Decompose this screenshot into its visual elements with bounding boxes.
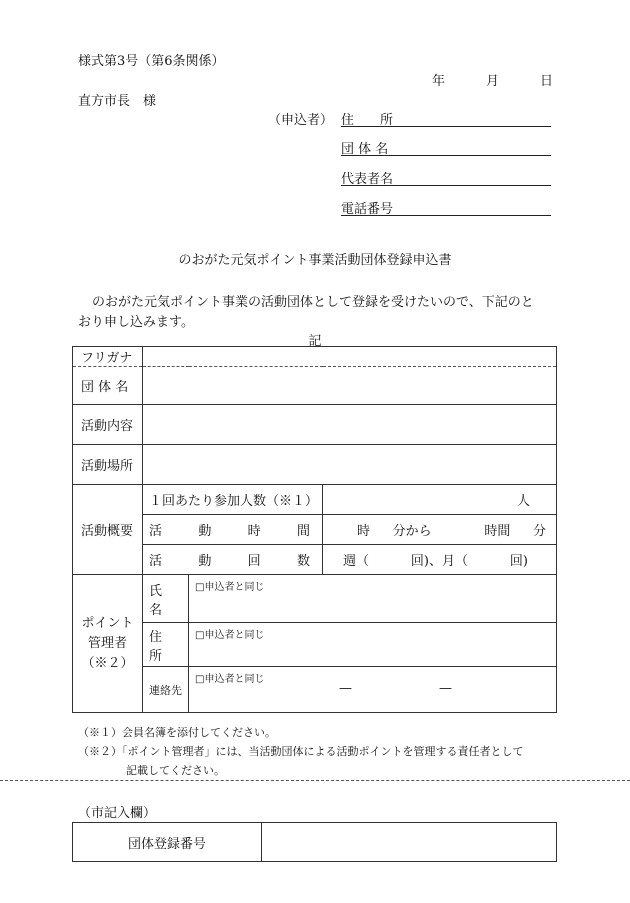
- time-hours-label: 時間: [484, 524, 511, 539]
- activity-overview-label: 活動概要: [73, 485, 143, 575]
- furigana-input[interactable]: [143, 347, 557, 367]
- activity-place-input[interactable]: [143, 445, 557, 485]
- representative-field[interactable]: [341, 167, 551, 186]
- activity-place-label: 活動場所: [73, 445, 143, 485]
- registration-number-input[interactable]: [262, 823, 557, 862]
- group-name-field[interactable]: [341, 137, 551, 156]
- activity-content-label: 活動内容: [73, 405, 143, 445]
- count-week-label: 週（: [343, 554, 370, 569]
- count-char-4: 数: [296, 554, 310, 569]
- manager-address-input[interactable]: [189, 623, 557, 667]
- registration-table: [72, 346, 557, 713]
- body-text-line1: のおがた元気ポイント事業の活動団体として登録を受けたいので、下記のと: [92, 295, 534, 310]
- time-char-1: 活: [149, 524, 163, 539]
- manager-address-label: 住 所: [143, 623, 189, 667]
- time-char-3: 時: [247, 524, 261, 539]
- manager-name-same-checkbox[interactable]: □申込者と同じ: [195, 582, 265, 593]
- cut-line: [0, 780, 630, 781]
- ki-label: 記: [308, 334, 322, 349]
- time-char-4: 間: [296, 524, 310, 539]
- date-day-label: 日: [540, 74, 554, 89]
- manager-name-label: 氏 名: [143, 575, 189, 623]
- applicant-label: （申込者）: [268, 113, 334, 128]
- count-char-2: 動: [198, 554, 212, 569]
- activity-time-label: [143, 515, 323, 545]
- city-section-label: （市記入欄）: [78, 806, 157, 821]
- activity-content-input[interactable]: [143, 405, 557, 445]
- manager-contact-label: 連絡先: [143, 667, 189, 713]
- note-2: （※２）「ポイント管理者」には、当活動団体による活動ポイントを管理する責任者として: [78, 745, 524, 758]
- city-registration-table: [72, 822, 557, 862]
- manager-contact-input[interactable]: [189, 667, 557, 713]
- phone-field[interactable]: [341, 197, 551, 216]
- time-hour-label: 時: [357, 524, 371, 539]
- body-text-line2: おり申し込みます。: [78, 315, 194, 330]
- group-name-label: 団 体 名: [341, 142, 389, 157]
- note-2-cont: 記載してください。: [126, 764, 225, 777]
- address-field[interactable]: [341, 108, 551, 127]
- count-end-label: 回): [509, 554, 528, 569]
- count-month-label: 回)、月（: [410, 554, 468, 569]
- addressee: 直方市長 様: [78, 94, 157, 109]
- participants-input[interactable]: [323, 485, 557, 515]
- point-manager-label: [73, 575, 143, 713]
- manager-address-same-checkbox[interactable]: □申込者と同じ: [195, 630, 265, 641]
- point-manager-line2: 管理者: [87, 635, 127, 651]
- furigana-label: フリガナ: [73, 347, 143, 367]
- participants-label: １回あたり参加人数（※１）: [143, 485, 323, 515]
- group-name-row-label: 団 体 名: [73, 367, 143, 405]
- representative-label: 代表者名: [341, 172, 394, 187]
- time-char-2: 動: [198, 524, 212, 539]
- address-label: 住 所: [341, 113, 394, 128]
- point-manager-line3: （※２）: [81, 655, 134, 671]
- document-title: のおがた元気ポイント事業活動団体登録申込書: [178, 253, 452, 268]
- manager-contact-same-checkbox[interactable]: □申込者と同じ: [195, 674, 265, 685]
- activity-time-input[interactable]: [323, 515, 557, 545]
- time-min-label: 分: [532, 524, 546, 539]
- note-1: （※１）会員名簿を添付してください。: [78, 726, 276, 739]
- contact-dash-1: —: [339, 681, 352, 696]
- point-manager-line1: ポイント: [81, 615, 134, 631]
- date-month-label: 月: [486, 74, 500, 89]
- participants-unit: 人: [516, 494, 530, 509]
- activity-count-label: [143, 545, 323, 575]
- contact-dash-2: —: [439, 681, 452, 696]
- group-name-input[interactable]: [143, 367, 557, 405]
- registration-number-label: 団体登録番号: [73, 823, 262, 862]
- manager-name-input[interactable]: [189, 575, 557, 623]
- count-char-1: 活: [149, 554, 163, 569]
- form-number: 様式第3号（第6条関係）: [78, 54, 225, 69]
- phone-label: 電話番号: [341, 202, 394, 217]
- time-min-from-label: 分から: [392, 524, 432, 539]
- count-char-3: 回: [247, 554, 261, 569]
- activity-count-input[interactable]: [323, 545, 557, 575]
- date-year-label: 年: [432, 74, 446, 89]
